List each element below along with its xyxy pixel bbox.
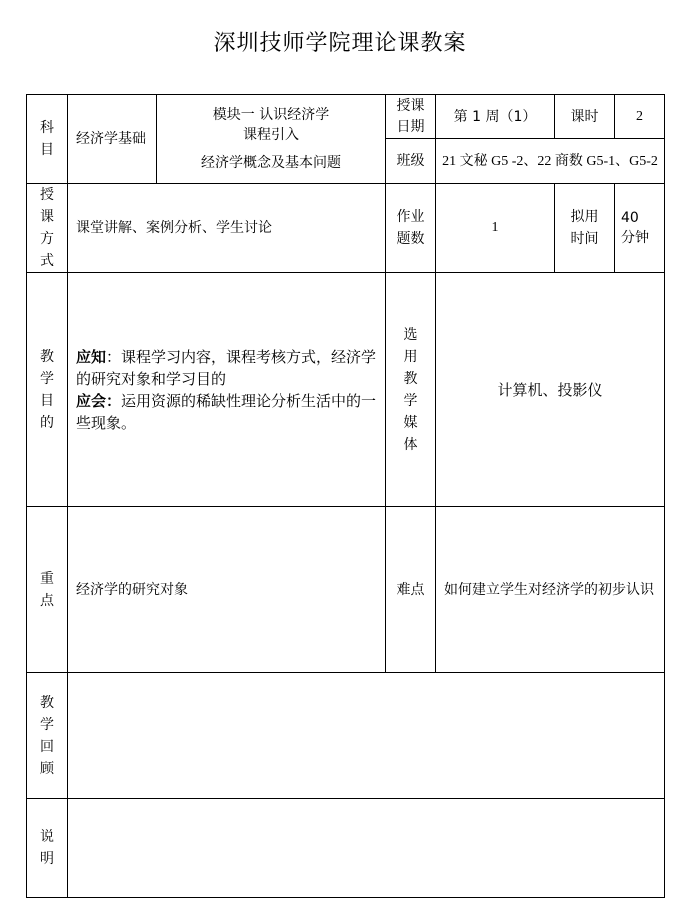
class-hours-label: 课时 xyxy=(570,108,599,125)
class-hours-label-cell xyxy=(555,95,615,139)
class-hours-value-cell xyxy=(615,95,665,139)
notes-label-cell xyxy=(27,799,68,898)
teaching-method-value-cell xyxy=(68,184,386,273)
difficult-point-value-cell xyxy=(436,507,665,673)
teaching-date-label: 授课日期 xyxy=(396,97,425,135)
goal-know xyxy=(76,346,379,390)
class-label-cell xyxy=(386,139,436,184)
media-label: 选用教学媒体 xyxy=(403,326,418,453)
module-topic: 经济学概念及基本问题 xyxy=(201,155,341,171)
goal-know-text: ：课程学习内容，课程考核方式，经济学的研究对象和学习目的 xyxy=(76,347,377,388)
goal-can-text: 运用资源的稀缺性理论分析生活中的一些现象。 xyxy=(76,391,377,432)
planned-time-label-cell xyxy=(555,184,615,273)
homework-count-value: 1 xyxy=(491,220,499,235)
goal-can xyxy=(76,390,379,434)
subject-value-cell xyxy=(68,95,157,184)
notes-value-cell xyxy=(68,799,665,898)
teaching-method-label: 授课方式 xyxy=(40,187,54,269)
teaching-method-value: 课堂讲解、案例分析、学生讨论 xyxy=(76,220,272,236)
class-hours-value: 2 xyxy=(636,108,643,124)
planned-time-value-cell xyxy=(615,184,665,273)
planned-time-label: 拟用时间 xyxy=(570,209,599,247)
key-point-label-cell xyxy=(27,507,68,673)
teaching-method-label-cell xyxy=(27,184,68,273)
key-point-value: 经济学的研究对象 xyxy=(76,581,188,598)
class-value-cell xyxy=(436,139,665,184)
difficult-point-label-cell xyxy=(386,507,436,673)
subject-label-cell xyxy=(27,95,68,184)
teaching-goal-label: 教学目的 xyxy=(40,348,54,431)
lesson-plan-table xyxy=(26,94,665,898)
class-value: 21 文秘 G5 -2、22 商数 G5-1、G5-2 xyxy=(442,153,658,169)
key-point-label: 重点 xyxy=(40,570,54,609)
homework-count-label: 作业题数 xyxy=(396,209,425,247)
teaching-goal-label-cell xyxy=(27,273,68,507)
difficult-point-value: 如何建立学生对经济学的初步认识 xyxy=(444,581,654,598)
teaching-date-label-cell xyxy=(386,95,436,139)
difficult-point-label: 难点 xyxy=(396,581,425,598)
review-label: 教学回顾 xyxy=(40,694,54,777)
module-cell xyxy=(157,95,386,184)
goal-know-label: 应知 xyxy=(76,347,107,366)
module-title: 模块一 认识经济学 xyxy=(212,107,330,123)
homework-count-value-cell xyxy=(436,184,555,273)
document-title: 深圳技师学院理论课教案 xyxy=(213,31,467,56)
key-point-value-cell xyxy=(68,507,386,673)
planned-time-value: 40 分钟 xyxy=(621,210,649,246)
week-value-cell xyxy=(436,95,555,139)
review-value-cell xyxy=(68,673,665,799)
media-value-cell xyxy=(436,273,665,507)
subject-value: 经济学基础 xyxy=(76,131,146,147)
goal-can-label: 应会： xyxy=(76,391,122,410)
teaching-goal-value-cell xyxy=(68,273,386,507)
media-value: 计算机、投影仪 xyxy=(497,380,603,399)
media-label-cell xyxy=(386,273,436,507)
review-label-cell xyxy=(27,673,68,799)
module-subtitle: 课程引入 xyxy=(243,127,299,143)
class-label: 班级 xyxy=(396,153,425,169)
subject-label: 科目 xyxy=(40,120,54,158)
homework-count-label-cell xyxy=(386,184,436,273)
week-value: 第 1 周（1） xyxy=(453,108,537,125)
notes-label: 说明 xyxy=(40,829,54,867)
